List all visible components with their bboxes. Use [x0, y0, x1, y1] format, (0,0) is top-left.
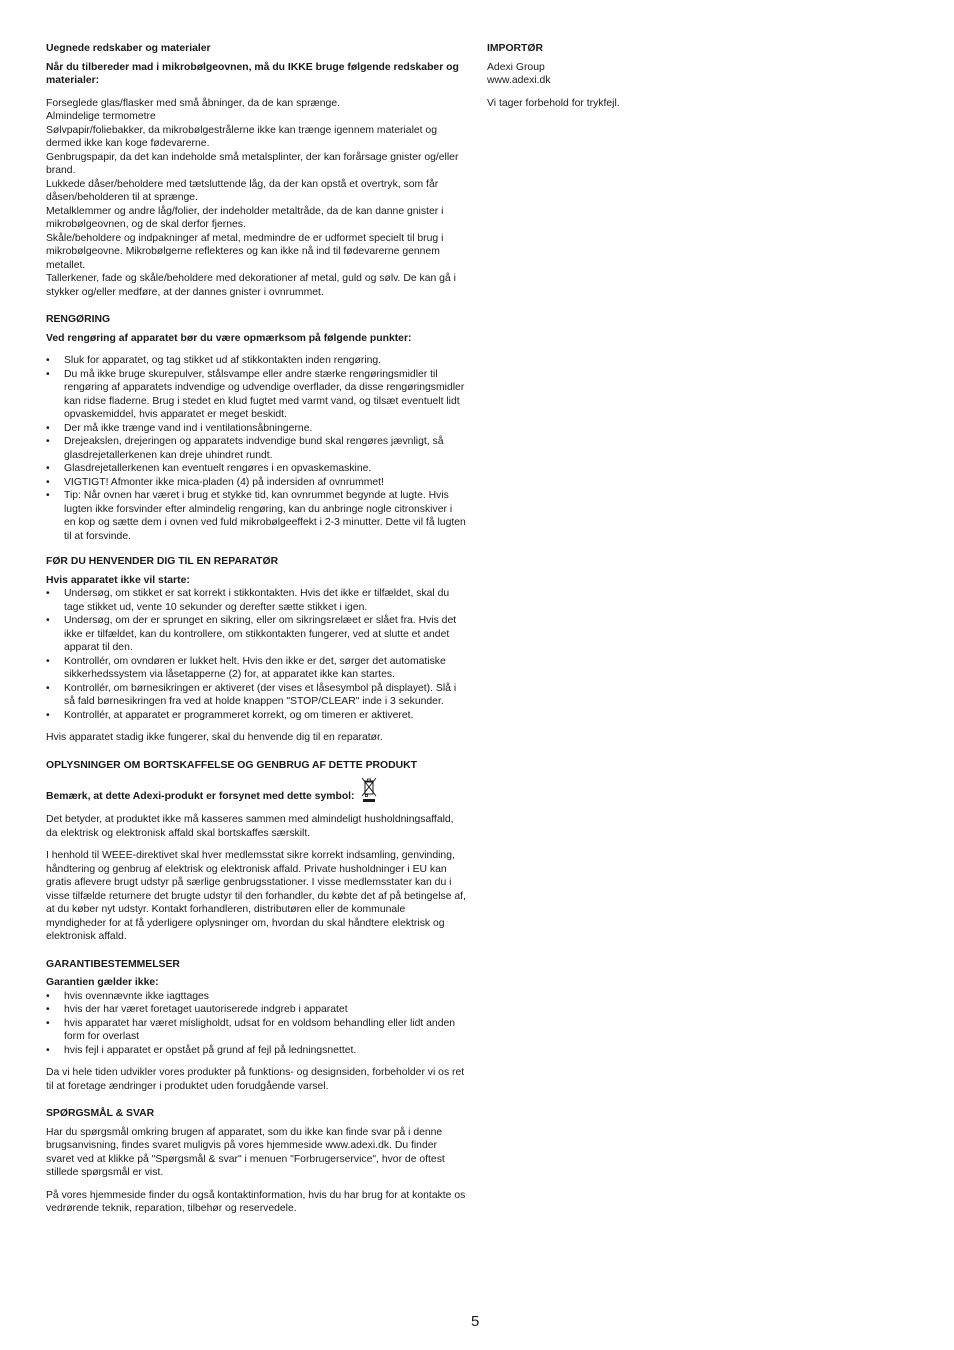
bullet: • — [46, 422, 50, 434]
section-title: SPØRGSMÅL & SVAR — [46, 1108, 155, 1119]
list-item: • Kontrollér, om ovndøren er lukket helt. Hvis den ikke er det, sørger det automatiske sikkerhedssystem via låsetapperne (2) for, at apparatet ikke kan startes. — [46, 655, 446, 680]
bullet: • — [46, 1017, 50, 1029]
importer-title: IMPORTØR — [487, 43, 543, 54]
list-item: • Undersøg, om der er sprunget en sikring, eller om sikringsrelæet er slået fra. Hvis det ikke er tilfældet, kan du kontrollere, om stikkontakten fungerer, ved at slutte et andet apparat til den. — [46, 615, 457, 653]
bullet: • — [46, 682, 50, 694]
weee-crossed-bin-icon — [361, 777, 377, 803]
section-warranty — [46, 958, 466, 1094]
list-item: Skåle/beholdere og indpakninger af metal, medmindre de er udformet specielt til brug i mikrobølgeovne. Mikrobølgerne reflekteres og kan ikke nå ind til fødevarerne gennem metallet. — [46, 232, 444, 271]
section-title: FØR DU HENVENDER DIG TIL EN REPARATØR — [46, 556, 279, 567]
list-item: • hvis fejl i apparatet er opstået på grund af fejl på ledningsnettet. — [46, 1044, 357, 1056]
list-item: • hvis ovennævnte ikke iagttages — [46, 990, 209, 1002]
page-number: 5 — [471, 1313, 480, 1330]
symbol-note: Bemærk, at dette Adexi-produkt er forsynet med dette symbol: — [46, 790, 355, 802]
left-column — [46, 42, 466, 1228]
list-item: Lukkede dåser/beholdere med tætsluttende låg, da der kan opstå et overtryk, som får dåsen/beholderen til at sprænge. — [46, 178, 439, 203]
section-title: OPLYSNINGER OM BORTSKAFFELSE OG GENBRUG AF DETTE PRODUKT — [46, 759, 418, 771]
list-item: Metalklemmer og andre låg/folier, der indeholder metaltråde, da de kan danne gnister i mikrobølgeovnen, og de skal derfor fjernes. — [46, 205, 444, 230]
list-item: Tallerkener, fade og skåle/beholdere med dekorationer af metal, guld og sølv. De kan gå i stykker og/eller medføre, at der dannes gnister i ovnrummet. — [46, 273, 456, 298]
warranty-list — [46, 990, 466, 1058]
repair-checklist — [46, 587, 466, 722]
section-unsuitable-materials — [46, 42, 466, 299]
bullet: • — [46, 655, 50, 667]
section-title: RENGØRING — [46, 314, 111, 325]
bullet: • — [46, 588, 50, 599]
bullet: • — [46, 615, 50, 626]
section-disposal — [46, 759, 466, 944]
bullet: • — [46, 709, 50, 721]
print-error-note: Vi tager forbehold for trykfejl. — [487, 97, 620, 109]
list-item: • VIGTIGT! Afmonter ikke mica-pladen (4) på indersiden af ovnrummet! — [46, 476, 384, 488]
bullet: • — [46, 990, 50, 1002]
section-faq — [46, 1107, 466, 1216]
cleaning-list — [46, 354, 466, 543]
bullet: • — [46, 436, 50, 447]
importer-website: www.adexi.dk — [487, 75, 551, 86]
bullet: • — [46, 490, 50, 501]
list-item: • hvis apparatet har været misligholdt, udsat for en voldsom behandling eller lidt anden form for overlast — [46, 1017, 456, 1042]
list-item: • Du må ikke bruge skurepulver, stålsvampe eller andre stærke rengøringsmidler til rengøring af apparatets indvendige og udvendige overflader, da disse rengøringsmidler kan ridse fladerne. Brug i stedet en klud fugtet med varmt vand, og tilsæt eventuelt lidt opvaskemiddel, hvis apparatet er meget beskidt. — [46, 368, 465, 420]
bullet: • — [46, 355, 50, 366]
faq-paragraph: Har du spørgsmål omkring brugen af apparatet, som du ikke kan finde svar på i denne brugsanvisning, findes svaret muligvis på vores hjemmeside www.adexi.dk. Du finder svaret ved at klikke på "Spørgsmål & svar" i menuen "Forbrugerservice", hvor de oftest stillede spørgsmål er vist. — [46, 1126, 445, 1178]
bullet: • — [46, 1004, 50, 1015]
section-title: GARANTIBESTEMMELSER — [46, 958, 180, 970]
list-item: Forseglede glas/flasker med små åbninger, da de kan sprænge. — [46, 97, 340, 109]
disposal-paragraph: Det betyder, at produktet ikke må kasseres sammen med almindeligt husholdningsaffald, da elektrisk og elektronisk affald skal bortskaffes særskilt. — [46, 814, 454, 839]
materials-list — [46, 97, 466, 300]
weee-symbol-row — [46, 777, 466, 803]
bullet: • — [46, 1044, 50, 1056]
section-outro: Hvis apparatet stadig ikke fungerer, skal du henvende dig til en reparatør. — [46, 732, 383, 743]
right-column — [487, 42, 907, 110]
list-item: • Tip: Når ovnen har været i brug et stykke tid, kan ovnrummet begynde at lugte. Hvis lugten ikke forsvinder efter almindelig rengøring, kan du anbringe nogle citronskiver i en kop og sætte dem i ovnen ved fuld mikrobølgeeffekt i 2-3 minutter. Dette vil få lugten til at forsvinde. — [46, 490, 466, 542]
list-item: • Undersøg, om stikket er sat korrekt i stikkontakten. Hvis det ikke er tilfældet, skal du tage stikket ud, vente 10 sekunder og derefter sætte stikket i igen. — [46, 588, 450, 613]
list-item: Genbrugspapir, da det kan indeholde små metalsplinter, der kan forårsage gnister og/eller brand. — [46, 151, 459, 176]
list-item: • Drejeakslen, drejeringen og apparatets indvendige bund skal rengøres jævnligt, så glasdrejetallerkenen kan dreje uhindret rundt. — [46, 436, 444, 461]
importer-company: Adexi Group — [487, 61, 545, 73]
section-title: Uegnede redskaber og materialer — [46, 43, 211, 54]
section-intro: Når du tilbereder mad i mikrobølgeovnen, må du IKKE bruge følgende redskaber og materialer: — [46, 61, 459, 86]
list-item: • Der må ikke trænge vand ind i ventilationsåbningerne. — [46, 422, 313, 434]
section-cleaning — [46, 313, 466, 543]
section-intro: Hvis apparatet ikke vil starte: — [46, 574, 190, 586]
section-outro: Da vi hele tiden udvikler vores produkter på funktions- og designsiden, forbeholder vi os ret til at foretage ændringer i produktet uden forudgående varsel. — [46, 1067, 465, 1092]
list-item: Almindelige termometre — [46, 111, 156, 122]
bullet: • — [46, 476, 50, 488]
bullet: • — [46, 368, 50, 380]
list-item: • Kontrollér, at apparatet er programmeret korrekt, og om timeren er aktiveret. — [46, 709, 414, 721]
list-item: • hvis der har været foretaget uautoriserede indgreb i apparatet — [46, 1004, 348, 1015]
section-intro: Ved rengøring af apparatet bør du være opmærksom på følgende punkter: — [46, 332, 412, 344]
section-before-repair — [46, 555, 466, 745]
section-intro: Garantien gælder ikke: — [46, 977, 159, 988]
list-item: Sølvpapir/foliebakker, da mikrobølgestrålerne ikke kan trænge igennem materialet og dermed ikke kan koge fødevarerne. — [46, 124, 437, 149]
list-item: • Kontrollér, om børnesikringen er aktiveret (der vises et låsesymbol på displayet). Slå i så fald børnesikringen fra ved at holde knappen "STOP/CLEAR" inde i 3 sekunder. — [46, 682, 457, 707]
faq-paragraph: På vores hjemmeside finder du også kontaktinformation, hvis du har brug for at kontakte os vedrørende teknik, reparation, tilbehør og reservedele. — [46, 1189, 466, 1214]
disposal-paragraph: I henhold til WEEE-direktivet skal hver medlemsstat sikre korrekt indsamling, genvinding, håndtering og genbrug af elektrisk og elektronisk affald. Private husholdninger i EU kan gratis aflevere brugt udstyr på særlige genbrugsstationer. I visse medlemsstater kan du i visse tilfælde returnere det brugte udstyr til den forhandler, du købte det af på betingelse af, at du køber nyt udstyr. Kontakt forhandleren, distributøren eller de kommunale myndigheder for at få yderligere oplysninger om, hvordan du skal håndtere elektrisk og elektronisk affald. — [46, 850, 466, 942]
bullet: • — [46, 463, 50, 474]
list-item: • Sluk for apparatet, og tag stikket ud af stikkontakten inden rengøring. — [46, 355, 382, 366]
list-item: • Glasdrejetallerkenen kan eventuelt rengøres i en opvaskemaskine. — [46, 463, 372, 474]
